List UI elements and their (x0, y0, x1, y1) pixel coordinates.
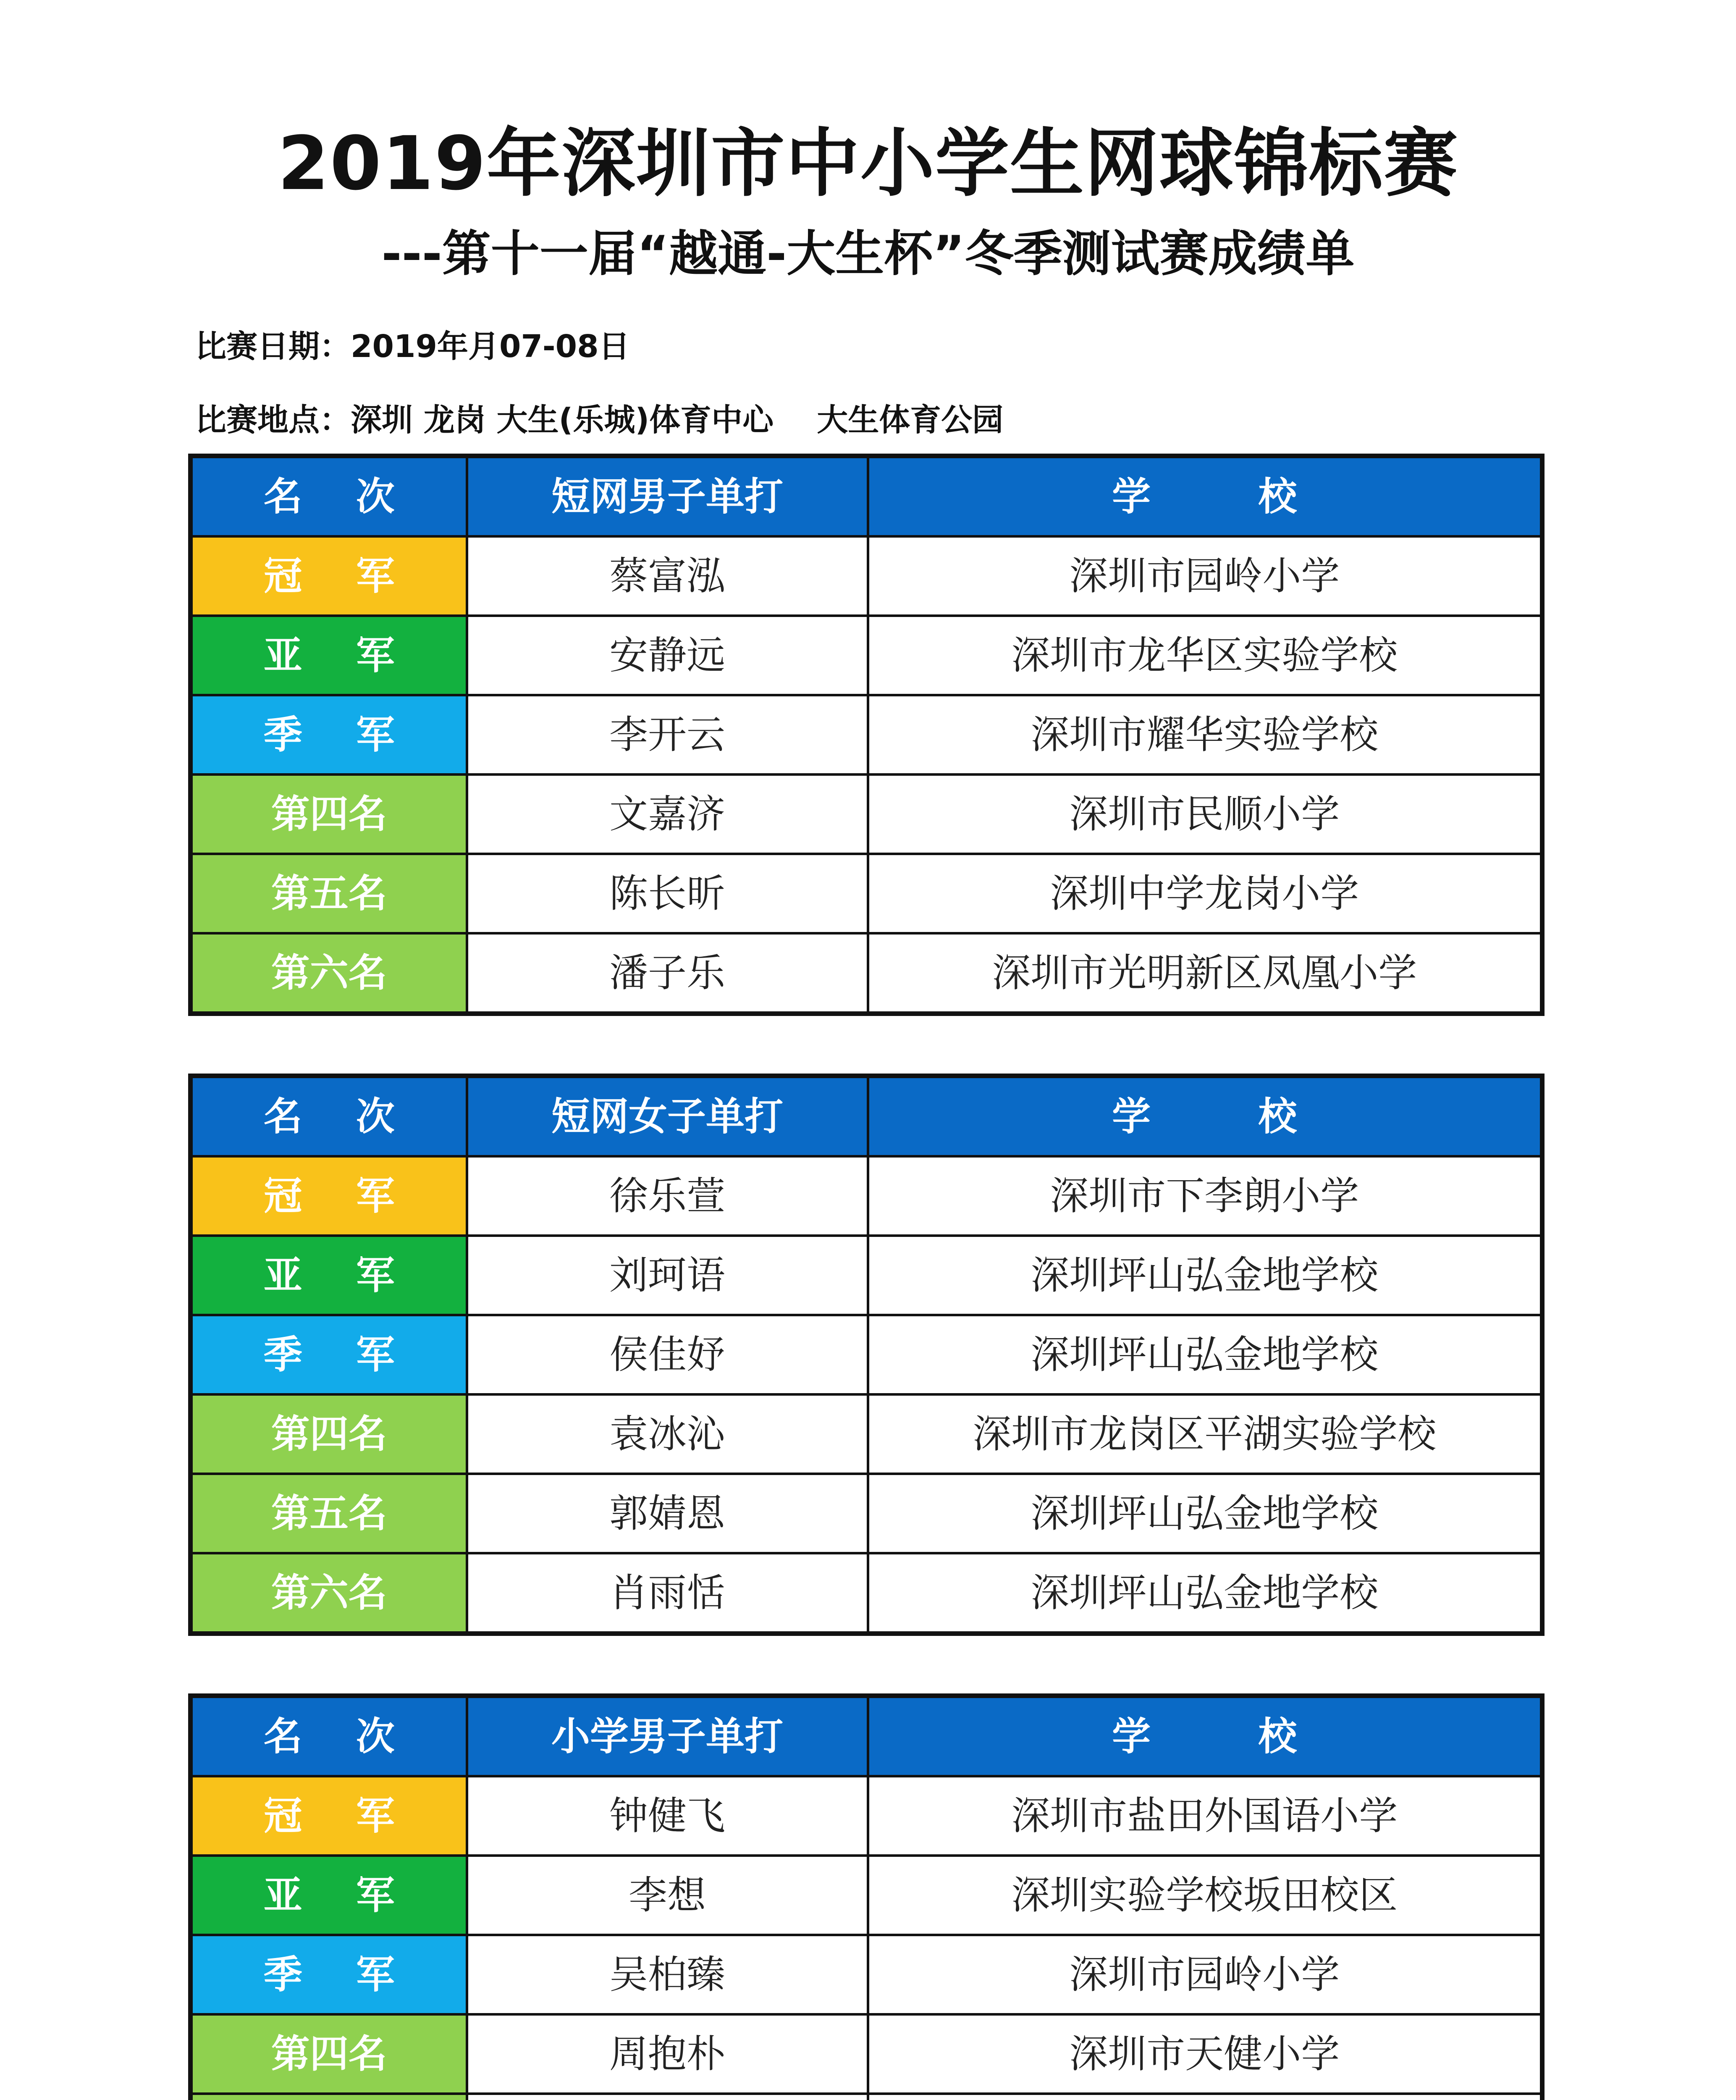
results-table-short-boys (188, 454, 1545, 1016)
player-name: 安静远 (467, 616, 868, 695)
rank-champion: 冠 军 (191, 1776, 467, 1856)
match-venue-value: 深圳 龙岗 大生(乐城)体育中心 大生体育公园 (351, 402, 1004, 438)
table-row (191, 774, 1542, 854)
rank-runner-up: 亚 军 (191, 1236, 467, 1315)
player-name (467, 2094, 868, 2100)
school-name: 深圳坪山弘金地学校 (868, 1315, 1542, 1394)
player-name: 肖雨恬 (467, 1553, 868, 1634)
header-event: 短网女子单打 (467, 1076, 868, 1157)
match-date-label: 比赛日期： (195, 328, 351, 365)
rank-sixth: 第六名 (191, 1553, 467, 1634)
header-school: 学 校 (868, 1076, 1542, 1157)
page-title: 2019年深圳市中小学生网球锦标赛 (278, 121, 1458, 207)
rank-runner-up: 亚 军 (191, 616, 467, 695)
player-name: 徐乐萱 (467, 1156, 868, 1236)
school-name: 深圳市龙岗区平湖实验学校 (868, 1394, 1542, 1474)
results-table-short-girls (188, 1074, 1545, 1636)
table-row (191, 1236, 1542, 1315)
table-row (191, 1856, 1542, 1935)
school-name: 深圳实验学校坂田校区 (868, 1856, 1542, 1935)
school-name: 深圳坪山弘金地学校 (868, 1553, 1542, 1634)
header-school: 学 校 (868, 456, 1542, 537)
header-event: 短网男子单打 (467, 456, 868, 537)
match-venue (195, 397, 1003, 443)
match-date (195, 323, 630, 370)
rank-fourth: 第四名 (191, 774, 467, 854)
header-rank: 名 次 (191, 1076, 467, 1157)
school-name: 深圳市龙华区实验学校 (868, 616, 1542, 695)
player-name: 李开云 (467, 695, 868, 774)
player-name: 刘珂语 (467, 1236, 868, 1315)
rank-fourth: 第四名 (191, 1394, 467, 1474)
rank-fifth (191, 2094, 467, 2100)
player-name: 侯佳妤 (467, 1315, 868, 1394)
table-row (191, 1394, 1542, 1474)
school-name: 深圳市园岭小学 (868, 1935, 1542, 2014)
page-subtitle: ---第十一届“越通-大生杯”冬季测试赛成绩单 (381, 226, 1355, 282)
table-row (191, 616, 1542, 695)
player-name: 郭婧恩 (467, 1474, 868, 1553)
player-name: 周抱朴 (467, 2014, 868, 2094)
table-row (191, 536, 1542, 616)
rank-third: 季 军 (191, 1315, 467, 1394)
rank-fifth: 第五名 (191, 1474, 467, 1553)
header-rank: 名 次 (191, 1696, 467, 1777)
player-name: 文嘉济 (467, 774, 868, 854)
table-header-row (191, 1696, 1542, 1777)
player-name: 吴柏臻 (467, 1935, 868, 2014)
table-row (191, 695, 1542, 774)
school-name: 深圳市耀华实验学校 (868, 695, 1542, 774)
player-name: 潘子乐 (467, 933, 868, 1014)
school-name: 深圳市下李朗小学 (868, 1156, 1542, 1236)
rank-runner-up: 亚 军 (191, 1856, 467, 1935)
school-name: 深圳坪山弘金地学校 (868, 1236, 1542, 1315)
table-header-row (191, 1076, 1542, 1157)
table-row (191, 2014, 1542, 2094)
table-header-row (191, 456, 1542, 537)
rank-third: 季 军 (191, 1935, 467, 2014)
school-name: 深圳市天健小学 (868, 2014, 1542, 2094)
player-name: 蔡富泓 (467, 536, 868, 616)
table-row (191, 1553, 1542, 1634)
header-school: 学 校 (868, 1696, 1542, 1777)
player-name: 钟健飞 (467, 1776, 868, 1856)
school-name: 深圳市园岭小学 (868, 536, 1542, 616)
results-table-primary-boys (188, 1693, 1545, 2100)
table-row (191, 1156, 1542, 1236)
school-name: 深圳中学龙岗小学 (868, 854, 1542, 933)
rank-champion: 冠 军 (191, 536, 467, 616)
match-date-value: 2019年月07-08日 (351, 328, 630, 365)
header-rank: 名 次 (191, 456, 467, 537)
table-row (191, 1474, 1542, 1553)
player-name: 李想 (467, 1856, 868, 1935)
table-row (191, 1935, 1542, 2014)
rank-fifth: 第五名 (191, 854, 467, 933)
school-name: 深圳市民顺小学 (868, 774, 1542, 854)
school-name (868, 2094, 1542, 2100)
table-row (191, 933, 1542, 1014)
rank-fourth: 第四名 (191, 2014, 467, 2094)
player-name: 袁冰沁 (467, 1394, 868, 1474)
table-row (191, 1776, 1542, 1856)
school-name: 深圳市盐田外国语小学 (868, 1776, 1542, 1856)
table-row (191, 854, 1542, 933)
school-name: 深圳市光明新区凤凰小学 (868, 933, 1542, 1014)
table-row (191, 1315, 1542, 1394)
school-name: 深圳坪山弘金地学校 (868, 1474, 1542, 1553)
rank-third: 季 军 (191, 695, 467, 774)
player-name: 陈长昕 (467, 854, 868, 933)
rank-champion: 冠 军 (191, 1156, 467, 1236)
table-row (191, 2094, 1542, 2100)
match-venue-label: 比赛地点： (195, 402, 351, 438)
rank-sixth: 第六名 (191, 933, 467, 1014)
header-event: 小学男子单打 (467, 1696, 868, 1777)
